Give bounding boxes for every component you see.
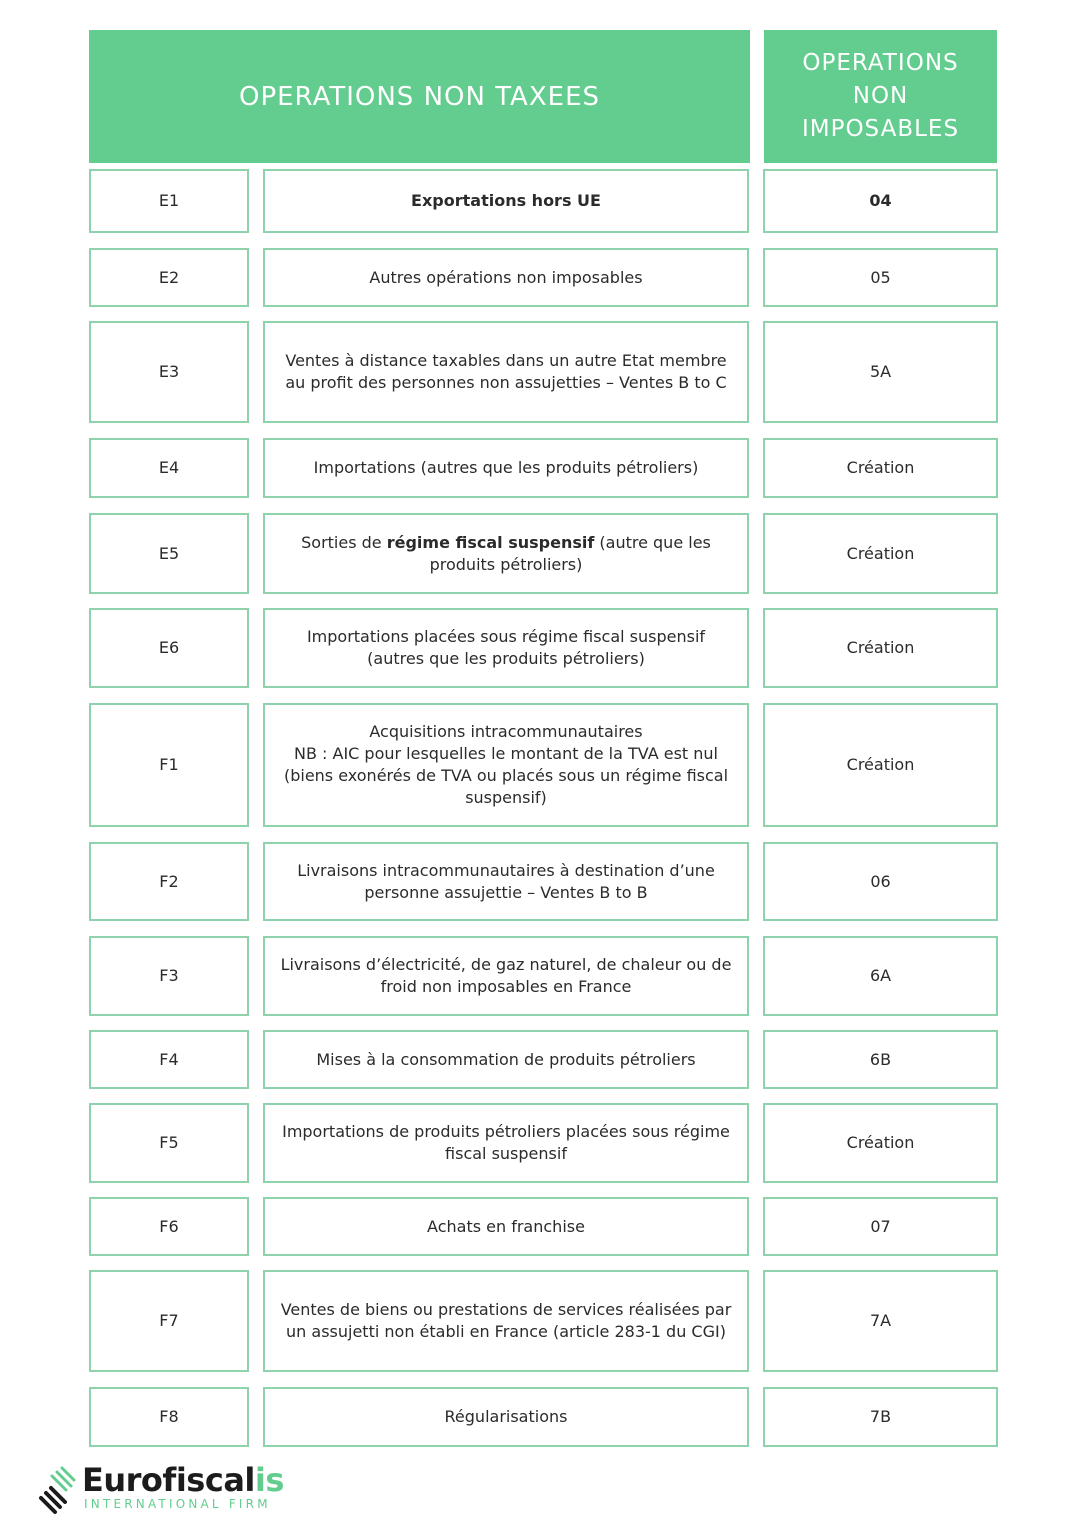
row-description-emphasis: régime fiscal suspensif: [386, 532, 595, 552]
row-value-cell: [763, 1197, 998, 1256]
logo-subtitle: INTERNATIONAL FIRM: [84, 1497, 271, 1511]
row-description: Livraisons intracommunautaires à destination d’une personne assujettie – Ventes B to B: [297, 860, 715, 902]
row-value: 04: [869, 191, 892, 210]
row-description-cell: [263, 248, 749, 307]
row-value: 07: [870, 1216, 891, 1236]
row-description-cell: [263, 1270, 749, 1372]
row-value-cell: [763, 608, 998, 688]
row-value-cell: [763, 936, 998, 1016]
row-description-line: Acquisitions intracommunautaires: [369, 722, 643, 741]
row-description: Régularisations: [444, 1407, 568, 1426]
row-value-cell: [763, 842, 998, 921]
row-description-cell: [263, 936, 749, 1016]
row-code-cell: [89, 1387, 249, 1447]
row-description-cell: [263, 1387, 749, 1447]
row-description: Importations de produits pétroliers placées sous régime fiscal suspensif: [282, 1122, 730, 1163]
row-code: E5: [158, 543, 180, 563]
row-value-cell: [763, 1103, 998, 1183]
row-description: Mises à la consommation de produits pétroliers: [316, 1049, 696, 1069]
row-description-cell: [263, 1103, 749, 1183]
row-description: [279, 721, 733, 809]
row-code: F7: [159, 1311, 179, 1330]
row-code-cell: [89, 608, 249, 688]
row-description: Autres opérations non imposables: [369, 267, 643, 287]
row-code: F1: [159, 755, 179, 774]
logo-name-main: Eurofiscal: [82, 1461, 255, 1499]
header-operations-non-imposables: [764, 30, 997, 163]
row-description-cell: [263, 608, 749, 688]
row-code-cell: [89, 703, 249, 827]
row-code-cell: [89, 438, 249, 498]
row-code: E4: [158, 458, 180, 477]
row-value-cell: [763, 248, 998, 307]
logo-wordmark: [82, 1460, 284, 1500]
row-value-cell: [763, 321, 998, 423]
row-description-cell: [263, 842, 749, 921]
row-description-cell: [263, 1030, 749, 1089]
row-description-part: Sorties de: [301, 532, 387, 552]
row-code-cell: [89, 248, 249, 307]
row-description-cell: [263, 321, 749, 423]
row-code: F5: [159, 1133, 179, 1152]
row-value-cell: [763, 1030, 998, 1089]
row-value: Création: [846, 1133, 915, 1152]
row-code-cell: [89, 936, 249, 1016]
row-code: F4: [159, 1049, 179, 1069]
row-value: 05: [870, 267, 891, 287]
row-code: E3: [158, 362, 180, 381]
row-code-cell: [89, 513, 249, 594]
row-description-cell: [263, 438, 749, 498]
row-description: Achats en franchise: [427, 1216, 585, 1236]
row-code-cell: [89, 321, 249, 423]
header-right-line: OPERATIONS: [802, 50, 959, 76]
row-description: Ventes à distance taxables dans un autre Etat membre au profit des personnes non assujetties – Ventes B to C: [285, 351, 727, 392]
row-description-part: (autre que les produits pétroliers): [429, 532, 711, 574]
row-description: Ventes de biens ou prestations de services réalisées par un assujetti non établi en France (article 283-1 du CGI): [280, 1300, 732, 1341]
row-code: E2: [158, 267, 180, 287]
row-value: 6B: [869, 1049, 892, 1069]
row-value-cell: [763, 703, 998, 827]
row-description: Livraisons d’électricité, de gaz naturel, de chaleur ou de froid non imposables en France: [280, 955, 732, 996]
row-value-cell: [763, 1387, 998, 1447]
row-description: Importations placées sous régime fiscal suspensif (autres que les produits pétroliers): [306, 627, 706, 668]
row-value: 6A: [869, 966, 892, 985]
row-code-cell: [89, 169, 249, 233]
row-code: F6: [159, 1216, 179, 1236]
row-code: E6: [158, 638, 180, 657]
eurofiscalis-logo-mark-icon: [38, 1466, 76, 1518]
row-code: F8: [159, 1407, 179, 1426]
row-value: Création: [846, 543, 915, 563]
row-value: Création: [846, 638, 915, 657]
row-value: 7A: [869, 1311, 892, 1330]
row-description-cell: [263, 703, 749, 827]
row-value-cell: [763, 1270, 998, 1372]
row-value-cell: [763, 169, 998, 233]
row-description-cell: [263, 1197, 749, 1256]
row-code-cell: [89, 842, 249, 921]
row-value: Création: [846, 458, 915, 477]
row-code-cell: [89, 1270, 249, 1372]
row-value: Création: [846, 755, 915, 774]
header-right-line: NON: [852, 83, 909, 109]
row-code: E1: [158, 191, 180, 210]
row-code-cell: [89, 1197, 249, 1256]
row-description: Importations (autres que les produits pétroliers): [313, 458, 699, 477]
header-right-line: IMPOSABLES: [801, 116, 960, 142]
row-value-cell: [763, 438, 998, 498]
row-code: F3: [159, 966, 179, 985]
logo-name-accent: is: [254, 1461, 284, 1499]
row-description: Exportations hors UE: [411, 191, 601, 210]
row-description: [279, 532, 733, 576]
header-left-title: OPERATIONS NON TAXEES: [238, 81, 601, 112]
header-operations-non-taxees: [89, 30, 750, 163]
row-description-cell: [263, 513, 749, 594]
row-value-cell: [763, 513, 998, 594]
row-description-line: NB : AIC pour lesquelles le montant de la TVA est nul (biens exonérés de TVA ou placés sous un régime fiscal suspensif): [283, 744, 729, 807]
row-code-cell: [89, 1030, 249, 1089]
row-code: F2: [159, 871, 179, 891]
row-value: 7B: [869, 1407, 892, 1426]
row-value: 06: [870, 871, 891, 891]
row-code-cell: [89, 1103, 249, 1183]
row-description-cell: [263, 169, 749, 233]
row-value: 5A: [869, 362, 892, 381]
eurofiscalis-logo: [38, 1460, 298, 1520]
